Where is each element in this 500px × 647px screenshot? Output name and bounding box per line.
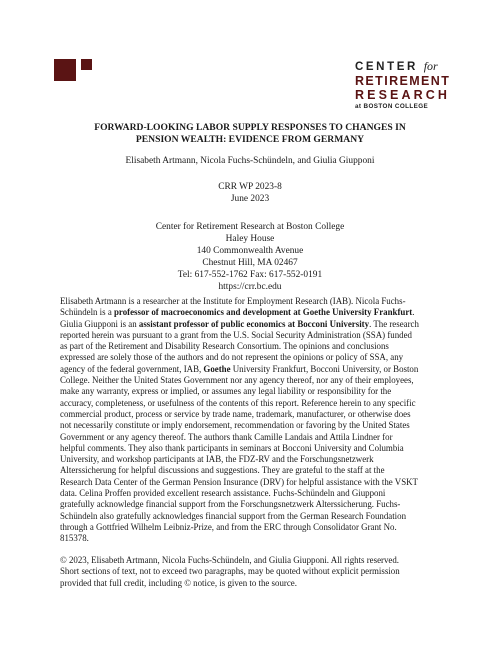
paragraph-line: Giulia Giupponi is an assistant professor of public economics at Bocconi University. The research <box>60 318 419 329</box>
paragraph-line: commercial product, process or service by trade name, trademark, manufacturer, or otherwise does <box>60 408 411 419</box>
paragraph-line: make any warranty, express or implied, or assumes any legal liability or responsibility for the <box>60 386 392 397</box>
address-line: Haley House <box>225 234 275 244</box>
paragraph-line: Research Data Center of the German Pension Insurance (DRV) for helpful assistance with the VSKT <box>60 476 418 487</box>
paragraph-line: gratefully acknowledge financial support from the Forschungsnetzwerk Alterssicherung. Fuchs- <box>60 499 401 510</box>
disclaimer-paragraph <box>60 296 450 545</box>
paragraph-line: as part of the Retirement and Disability Research Consortium. The opinions and conclusions <box>60 341 389 352</box>
author-list: Elisabeth Artmann, Nicola Fuchs-Schündeln, and Giulia Giupponi <box>125 156 375 166</box>
address-line: Chestnut Hill, MA 02467 <box>202 258 298 268</box>
paragraph-line: Government or any agency thereof. The authors thank Camille Landais and Attila Lindner for <box>60 431 393 442</box>
publication-date: June 2023 <box>230 194 270 204</box>
paragraph-line: College. Neither the United States Government nor any agency thereof, nor any of their employees, <box>60 375 414 386</box>
copyright-line: Short sections of text, not to exceed two paragraphs, may be quoted without explicit permission <box>60 566 400 577</box>
website-link[interactable]: https://crr.bc.edu <box>218 282 282 292</box>
paragraph-line: agency of the federal government, IAB, Goethe University Frankfurt, Bocconi University, or Boston <box>60 363 419 374</box>
paragraph-line: Schündeln is a professor of macroeconomics and development at Goethe University Frankfurt. <box>60 307 415 318</box>
paragraph-line: through a Gottfried Wilhelm Leibniz-Prize, and from the ERC through Consolidator Grant No. <box>60 521 397 532</box>
title-line: PENSION WEALTH: EVIDENCE FROM GERMANY <box>135 134 365 145</box>
copyright-notice <box>60 555 450 589</box>
crr-logo <box>355 60 455 111</box>
paragraph-line: expressed are solely those of the authors and do not represent the opinions or policy of SSA, any <box>60 352 404 363</box>
paragraph-line: reported herein was pursuant to a grant from the U.S. Social Security Administration (SSA) funded <box>60 329 412 340</box>
logo-square-large <box>54 59 76 81</box>
paragraph-line: University, and workshop participants at IAB, the FDZ-RV and the Forschungsnetzwerk <box>60 454 374 465</box>
phone-fax-line: Tel: 617-552-1762 Fax: 617-552-0191 <box>177 270 323 280</box>
copyright-line: © 2023, Elisabeth Artmann, Nicola Fuchs-Schündeln, and Giulia Giupponi. All rights reserved. <box>60 555 400 565</box>
logo-research-text: RESEARCH <box>355 88 450 102</box>
logo-center-text: CENTER <box>355 61 418 73</box>
logo-for-text: for <box>423 59 438 73</box>
copyright-line: provided that full credit, including © notice, is given to the source. <box>60 577 297 588</box>
logo-square-small <box>81 59 92 70</box>
paragraph-line: 815378. <box>60 533 89 544</box>
address-line: 140 Commonwealth Avenue <box>196 246 304 256</box>
paragraph-line: helpful comments. They also thank participants in seminars at Bocconi University and Columbia <box>60 442 404 453</box>
paragraph-line: Schündeln also gratefully acknowledges financial support from the German Research Foundation <box>60 510 407 521</box>
address-block <box>40 221 460 293</box>
logo-retirement-text: RETIREMENT <box>355 74 451 88</box>
working-paper-info <box>40 181 460 205</box>
paragraph-line: accuracy, completeness, or usefulness of the contents of this report. Reference herein to any specific <box>60 397 416 408</box>
title-line: FORWARD-LOOKING LABOR SUPPLY RESPONSES TO CHANGES IN <box>94 122 406 133</box>
paper-title <box>60 122 440 146</box>
paragraph-line: Alterssicherung for helpful discussions and suggestions. They are grateful to the staff at the <box>60 465 385 476</box>
logo-boston-college-text: at BOSTON COLLEGE <box>355 103 429 110</box>
paragraph-line: data. Celina Proffen provided excellent research assistance. Fuchs-Schündeln and Giupponi <box>60 488 386 499</box>
working-paper-number: CRR WP 2023-8 <box>218 182 282 192</box>
paragraph-line: Elisabeth Artmann is a researcher at the Institute for Employment Research (IAB). Nicola Fuchs- <box>60 296 406 306</box>
address-line: Center for Retirement Research at Boston College <box>155 222 345 232</box>
paragraph-line: not necessarily constitute or imply endorsement, recommendation or favoring by the United States <box>60 420 410 431</box>
